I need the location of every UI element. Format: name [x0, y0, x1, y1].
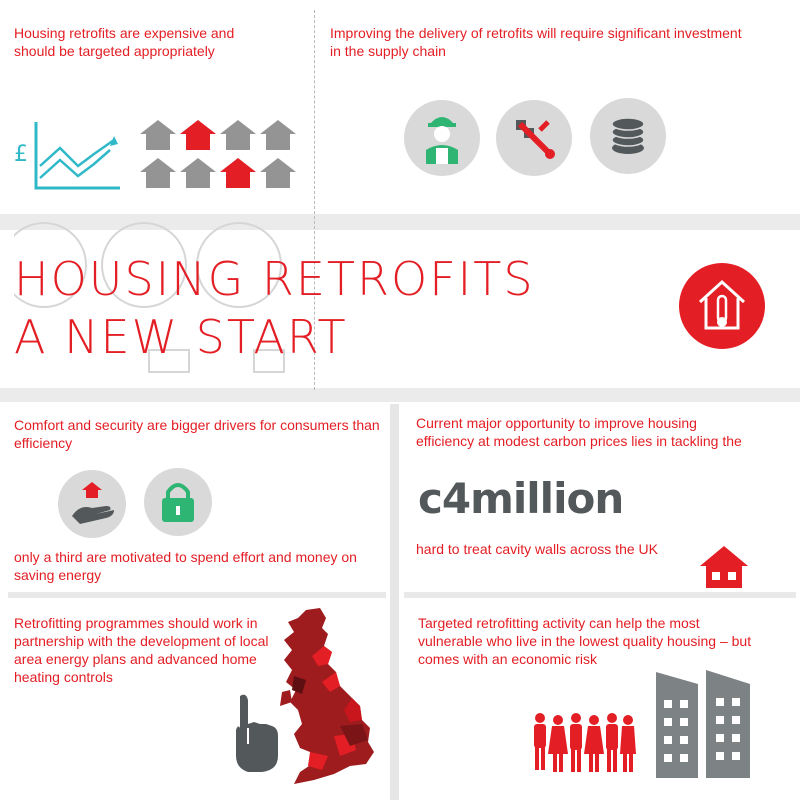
middle-right-subtext: hard to treat cavity walls across the UK: [416, 541, 658, 557]
bottom-left-text: Retrofitting programmes should work in partnership with the development of local area energy plans and advanced home heating controls: [14, 615, 269, 685]
c4million-figure: c4million: [418, 474, 624, 523]
hand-house-icon: [70, 480, 116, 526]
banner-title-line2: A NEW START: [14, 310, 348, 364]
coins-icon: [606, 114, 650, 158]
middle-left-text: Comfort and security are bigger drivers for consumers than efficiency: [14, 417, 380, 451]
house-icon: [698, 544, 750, 590]
divider-vertical: [390, 404, 399, 800]
line-chart-icon: [30, 120, 122, 192]
divider-middle-right: [404, 592, 796, 598]
pound-sign: £: [14, 142, 28, 167]
banner-band-bottom: [0, 388, 800, 402]
divider-middle-left: [8, 592, 386, 598]
people-group-icon: [530, 710, 638, 776]
banner-title-line1: HOUSING RETROFITS: [14, 252, 535, 306]
house-thermometer-icon: [678, 262, 766, 350]
house-grid-icon: [140, 118, 300, 190]
bottom-right-text: Targeted retrofitting activity can help the most vulnerable who live in the lowest quality housing – but comes with an economic risk: [418, 615, 752, 667]
top-left-text: Housing retrofits are expensive and should be targeted appropriately: [14, 25, 235, 59]
worker-icon: [418, 108, 466, 164]
uk-map-icon: [270, 606, 386, 786]
middle-right-text: Current major opportunity to improve housing efficiency at modest carbon prices lies in tackling the: [416, 415, 742, 449]
tools-icon: [510, 114, 558, 162]
padlock-icon: [160, 480, 196, 524]
top-right-text: Improving the delivery of retrofits will require significant investment in the supply chain: [330, 25, 742, 59]
tower-blocks-icon: [654, 668, 754, 780]
middle-left-subtext: only a third are motivated to spend effort and money on saving energy: [14, 549, 357, 583]
